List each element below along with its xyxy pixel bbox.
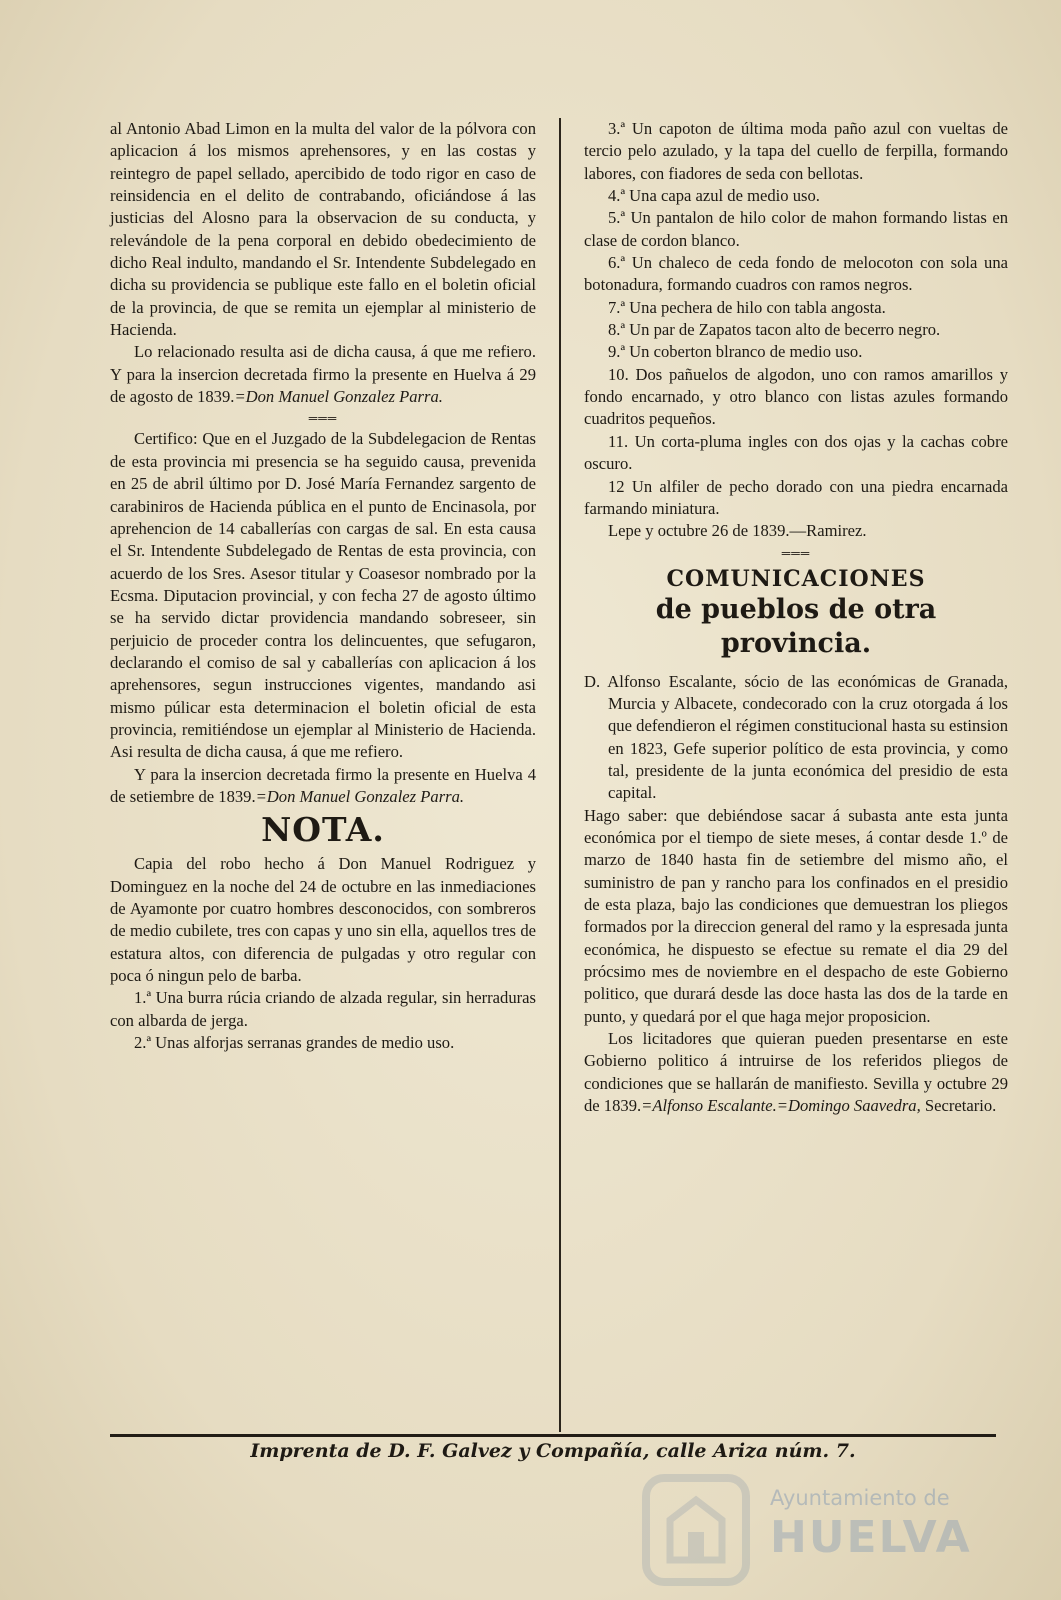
paragraph-licitadores-text: Los licitadores que quieran pueden presentarse en este Gobierno politico á intruirse de los referidos pliegos de condiciones que se hallarán de manifiesto. Sevilla y octubre 29 de 1839.	[584, 1029, 1008, 1116]
paragraph-robo: Capia del robo hecho á Don Manuel Rodriguez y Dominguez en la noche del 24 de octubre en las inmediaciones de Ayamonte por cuatro hombres desconocidos, con sombreros de medio cubilete, tres con capas y uno sin ella, aquellos tres de estatura altos, con diferencia de pulgadas y otro regular con poca ó ningun pelo de barba.	[110, 854, 536, 986]
left-column	[110, 118, 536, 1054]
separator-ornament: ═══	[781, 545, 811, 560]
watermark-line-2: HUELVA	[770, 1512, 972, 1563]
paragraph-insercion	[110, 764, 536, 809]
signature-gonzalez-parra-1: =Don Manuel Gonzalez Parra.	[234, 387, 443, 407]
list-item: 5.ª Un pantalon de hilo color de mahon formando listas en clase de cordon blanco.	[584, 208, 1008, 250]
list-item: 3.ª Un capoton de última moda paño azul con vueltas de tercio pelo azulado, y la tapa del cuello de ferpilla, formando labores, con fiadores de seda con bellotas.	[584, 119, 1008, 183]
paragraph-insercion-text: Y para la insercion decretada firmo la presente en Huelva 4 de setiembre de 1839.	[110, 764, 536, 806]
signature-escalante-saavedra: =Alfonso Escalante.=Domingo Saavedra,	[641, 1096, 921, 1116]
separator-ornament: ═══	[308, 411, 338, 426]
list-item: 2.ª Unas alforjas serranas grandes de medio uso.	[134, 1033, 455, 1053]
section-title: COMUNICACIONES	[666, 565, 926, 592]
list-item: 4.ª Una capa azul de medio uso.	[608, 186, 820, 206]
list-item: 7.ª Una pechera de hilo con tabla angosta.	[608, 297, 886, 317]
paragraph-don-alfonso: D. Alfonso Escalante, sócio de las económicas de Granada, Murcia y Albacete, condecorado con la cruz otorgada á los que defendieron el régimen constitucional hasta su estinsion en 1823, Gefe superior político de esta provincia, y como tal, presidente de la junta económica del presidio de esta capital.	[584, 671, 1008, 803]
list-item: 6.ª Un chaleco de ceda fondo de melocoton con sola una botonadura, formando cuadros con ramos negros.	[584, 253, 1008, 295]
paragraph-hago-saber: Hago saber: que debiéndose sacar á subasta ante esta junta económica por el tiempo de siete meses, á contar desde 1.º de marzo de 1840 hasta fin de setiembre del mismo año, el suministro de pan y rancho para los confinados en el presidio de esta plaza, bajo las condiciones que demuestran los pliegos formados por la direccion general del ramo y la espresada junta económica, he dispuesto se efectue su remate el dia 29 del prócsimo mes de noviembre en el despacho de este Gobierno politico, que durará desde las doce hasta las dos de la tarde en punto, y quedará por el que haga mejor proposicion.	[584, 805, 1008, 1026]
imprint-line: Imprenta de D. F. Galvez y Compañía, calle Ariza núm. 7.	[250, 1440, 856, 1462]
watermark-line-1: Ayuntamiento de	[770, 1486, 950, 1510]
right-column	[584, 118, 1008, 1117]
paragraph-fallo: al Antonio Abad Limon en la multa del valor de la pólvora con aplicacion á los mismos aprehensores, y en las costas y reintegro de papel sellado, apercibido de todo rigor en caso de reinsidencia en el delito de contrabando, oficiándose á las justicias del Alosno para la observacion de su conducta, y relevándole de la pena corporal en debido obedecimiento de dicho Real indulto, mandando el Sr. Intendente Subdelegado en dicha su providencia se publique este fallo en el boletin oficial de la provincia, de que se remita un ejemplar al ministerio de Hacienda.	[110, 119, 536, 340]
list-item: 11. Un corta-pluma ingles con dos ojas y la cachas cobre oscuro.	[584, 431, 1008, 474]
list-item: 10. Dos pañuelos de algodon, uno con ramos amarillos y fondo encarnado, y otro blanco con listas azules formando cuadritos pequeños.	[584, 364, 1008, 429]
section-subtitle: de pueblos de otra provincia.	[655, 593, 937, 659]
list-item: 12 Un alfiler de pecho dorado con una piedra encarnada farmando miniatura.	[584, 476, 1008, 518]
footer-rule	[110, 1434, 996, 1437]
list-item: 9.ª Un coberton blranco de medio uso.	[608, 342, 863, 362]
signature-gonzalez-parra-2: =Don Manuel Gonzalez Parra.	[255, 786, 465, 806]
paragraph-relacionado-text: Lo relacionado resulta asi de dicha causa, á que me refiero. Y para la insercion decretada firmo la presente en Huelva á 29 de agosto de 1839.	[110, 342, 536, 407]
paragraph-licitadores	[584, 1028, 1008, 1117]
nota-heading: NOTA.	[261, 810, 385, 850]
list-item: 1.ª Una burra rúcia criando de alzada regular, sin herraduras con albarda de jerga.	[110, 988, 536, 1030]
signature-secretario: Secretario.	[920, 1096, 997, 1116]
list-item: 8.ª Un par de Zapatos tacon alto de becerro negro.	[608, 320, 941, 340]
paragraph-relacionado	[110, 341, 536, 408]
paragraph-certifico: Certifico: Que en el Juzgado de la Subdelegacion de Rentas de esta provincia mi presencia se ha seguido causa, prevenida en 25 de abril último por D. José María Fernandez sargento de carabiniros de Hacienda pública en el punto de Encinasola, por aprehencion de 14 caballerías con cargas de sal. En esta causa el Sr. Intendente Subdelegado de Rentas de esta provincia, con acuerdo de los Sres. Asesor titular y Coasesor nombrado por la Ecsma. Diputacion provincial, y con fecha 27 de agosto último se ha servido dictar providencia mandando sobreseer, sin perjuicio de proceder contra los delincuentes, que sefugaron, declarando el comiso de sal y caballerías con aplicacion á los aprehensores, segun instrucciones vigentes, mandando asi mismo púlicar esta determinacion el boletin oficial de esta provincia, remitiéndose un ejemplar al Ministerio de Hacienda. Asi resulta de dicha causa, á que me refiero.	[110, 429, 536, 762]
lepe-dateline: Lepe y octubre 26 de 1839.—Ramirez.	[608, 521, 867, 541]
column-divider	[559, 118, 561, 1432]
